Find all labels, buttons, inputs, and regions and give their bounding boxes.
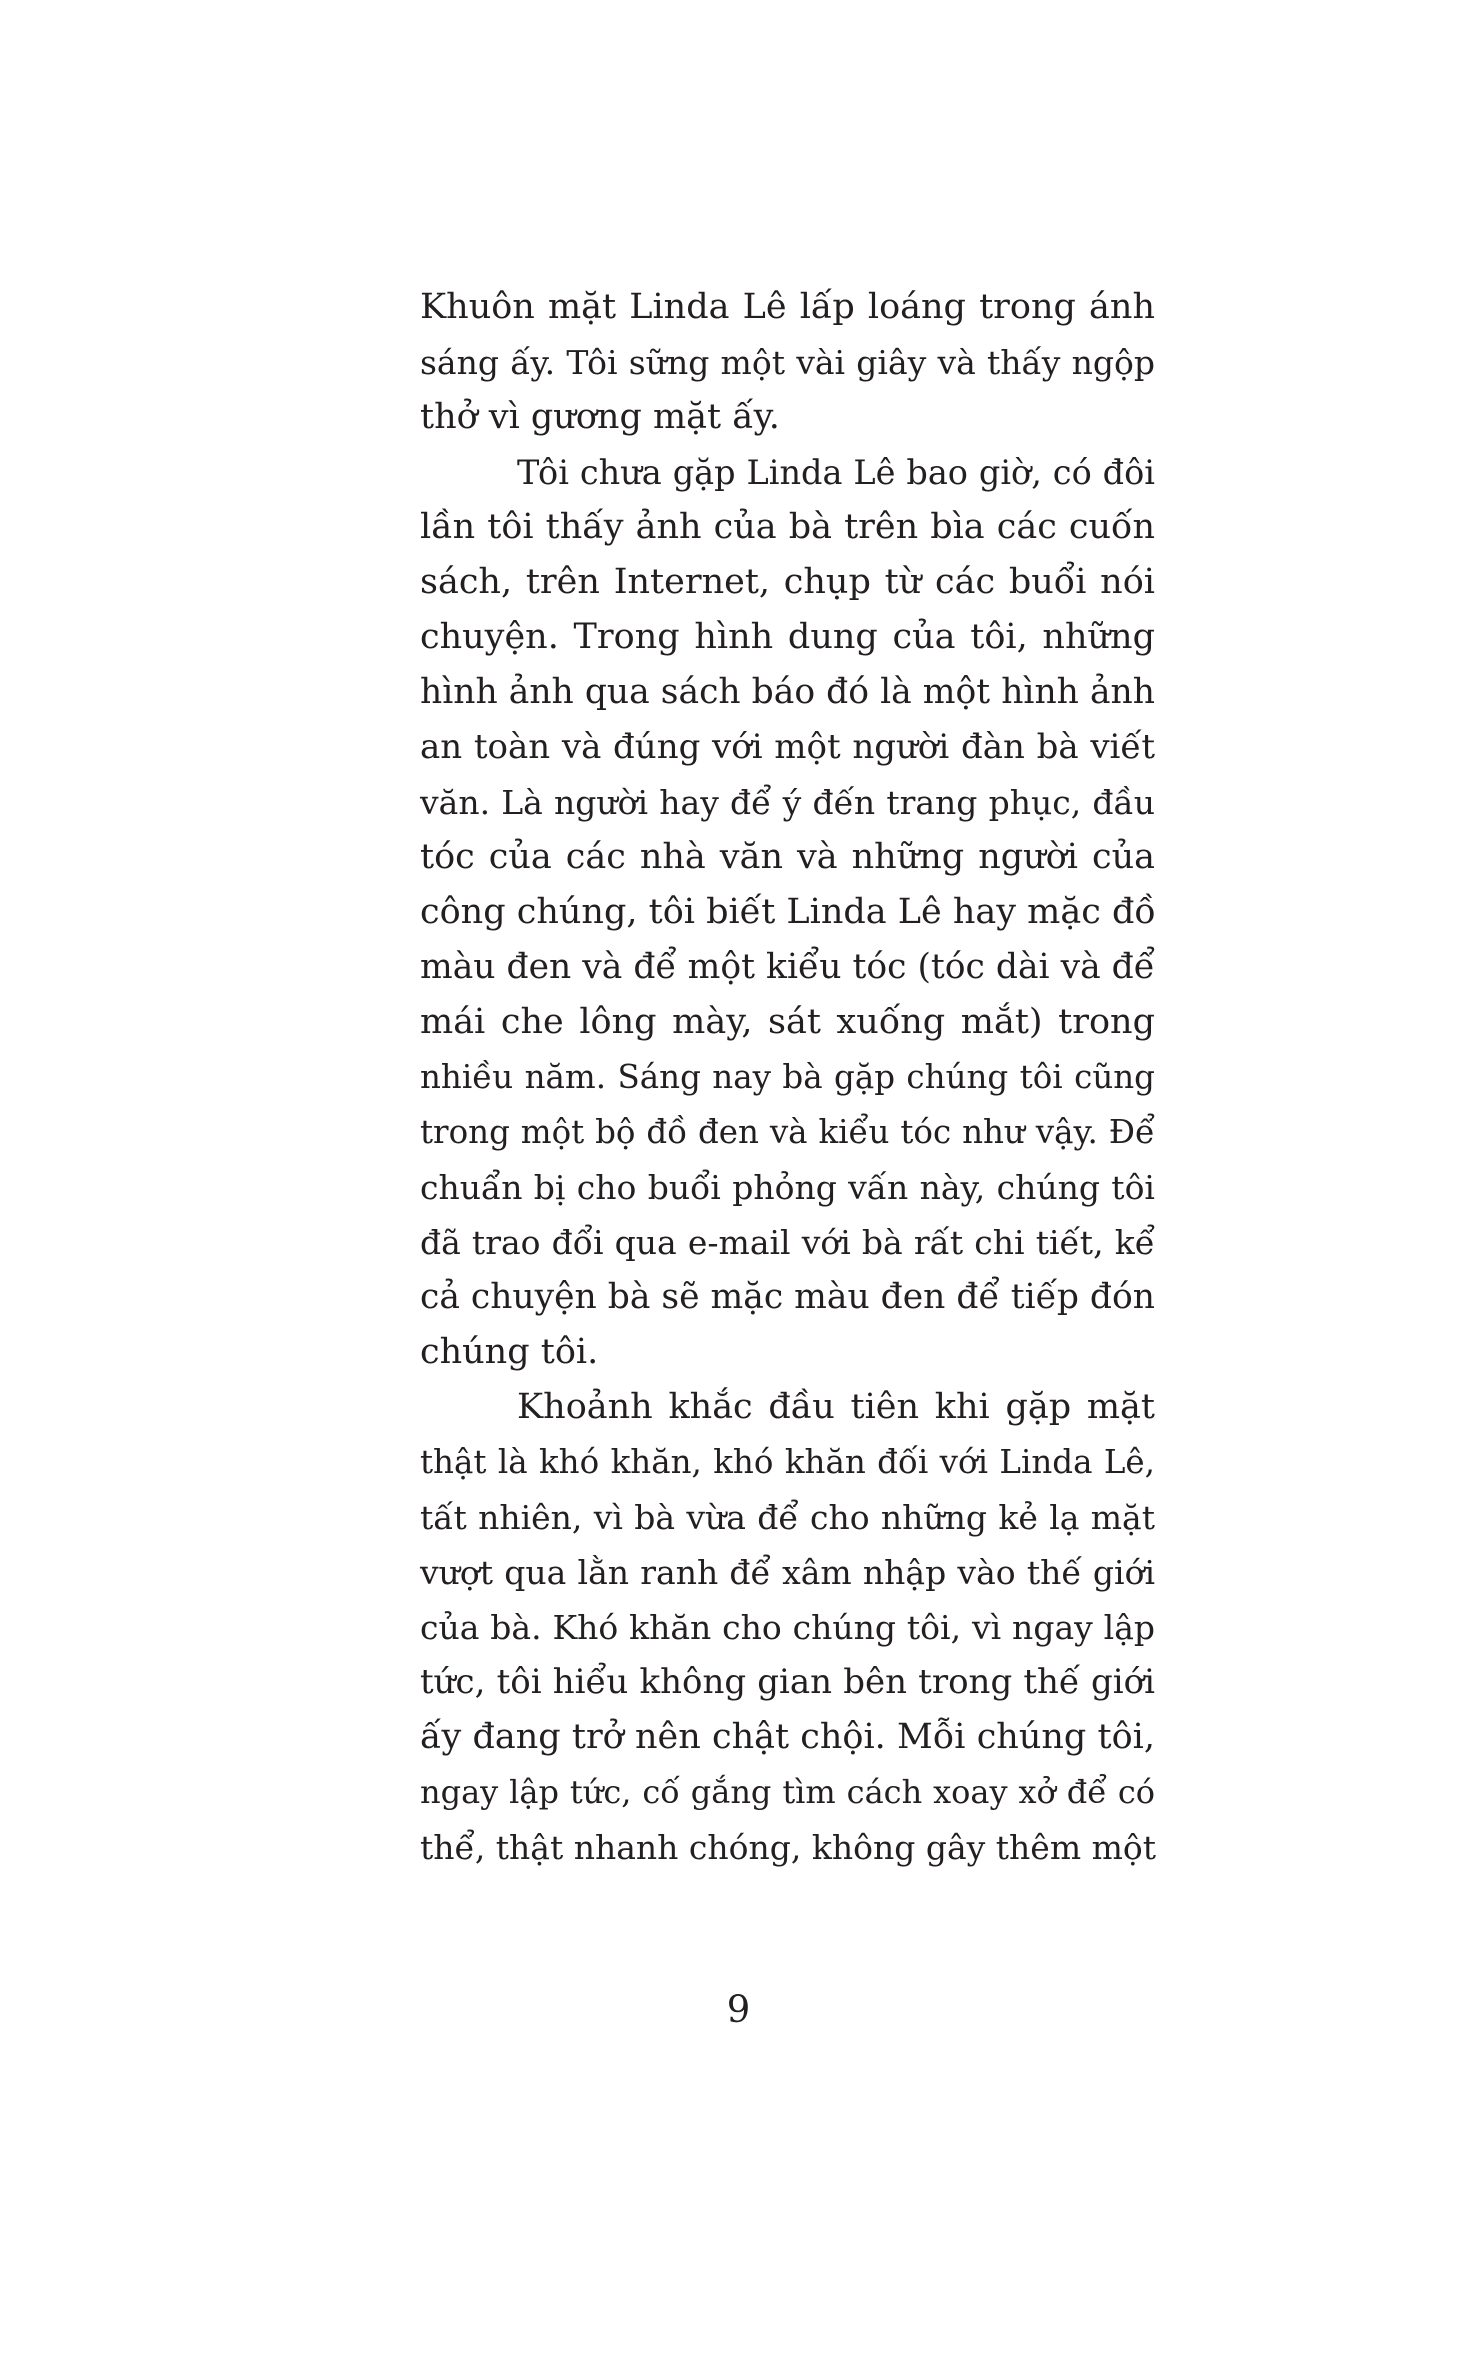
text-line: Khoảnh khắc đầu tiên khi gặp mặt xyxy=(517,1387,1155,1427)
text-line: chuẩn bị cho buổi phỏng vấn này, chúng tôi xyxy=(420,1168,1155,1207)
page-number: 9 xyxy=(726,1988,751,2031)
text-line: mái che lông mày, sát xuống mắt) trong xyxy=(420,1002,1155,1042)
text-line: thể, thật nhanh chóng, không gây thêm một xyxy=(420,1828,1157,1867)
text-line: hình ảnh qua sách báo đó là một hình ảnh xyxy=(420,672,1155,712)
body-text xyxy=(420,280,1155,1875)
text-line: chuyện. Trong hình dung của tôi, những xyxy=(420,617,1155,657)
text-line: tất nhiên, vì bà vừa để cho những kẻ lạ mặt xyxy=(420,1498,1155,1537)
text-line: đã trao đổi qua e-mail với bà rất chi tiết, kể xyxy=(420,1223,1155,1262)
text-line: văn. Là người hay để ý đến trang phục, đầu xyxy=(420,783,1155,822)
text-line: ngay lập tức, cố gắng tìm cách xoay xở để có xyxy=(420,1773,1155,1811)
text-line: ấy đang trở nên chật chội. Mỗi chúng tôi, xyxy=(420,1717,1155,1757)
text-line: lần tôi thấy ảnh của bà trên bìa các cuốn xyxy=(420,507,1155,547)
text-line: trong một bộ đồ đen và kiểu tóc như vậy. Để xyxy=(420,1113,1155,1151)
text-line: an toàn và đúng với một người đàn bà viết xyxy=(420,727,1155,767)
text-line: nhiều năm. Sáng nay bà gặp chúng tôi cũng xyxy=(420,1058,1155,1096)
text-line: thật là khó khăn, khó khăn đối với Linda Lê, xyxy=(420,1443,1155,1481)
text-line: tức, tôi hiểu không gian bên trong thế giới xyxy=(420,1662,1155,1702)
text-line: vượt qua lằn ranh để xâm nhập vào thế giới xyxy=(420,1553,1155,1592)
text-line: sách, trên Internet, chụp từ các buổi nói xyxy=(420,562,1155,602)
text-line: công chúng, tôi biết Linda Lê hay mặc đồ xyxy=(420,892,1156,932)
text-line: thở vì gương mặt ấy. xyxy=(420,397,780,437)
text-line: cả chuyện bà sẽ mặc màu đen để tiếp đón xyxy=(420,1277,1155,1317)
text-line: của bà. Khó khăn cho chúng tôi, vì ngay lập xyxy=(420,1608,1155,1647)
text-line: tóc của các nhà văn và những người của xyxy=(420,837,1155,877)
text-line: chúng tôi. xyxy=(420,1332,599,1372)
text-line: sáng ấy. Tôi sững một vài giây và thấy ngộp xyxy=(420,343,1155,382)
text-line: màu đen và để một kiểu tóc (tóc dài và để xyxy=(420,947,1155,987)
text-line: Tôi chưa gặp Linda Lê bao giờ, có đôi xyxy=(517,453,1155,492)
text-line: Khuôn mặt Linda Lê lấp loáng trong ánh xyxy=(420,287,1155,327)
